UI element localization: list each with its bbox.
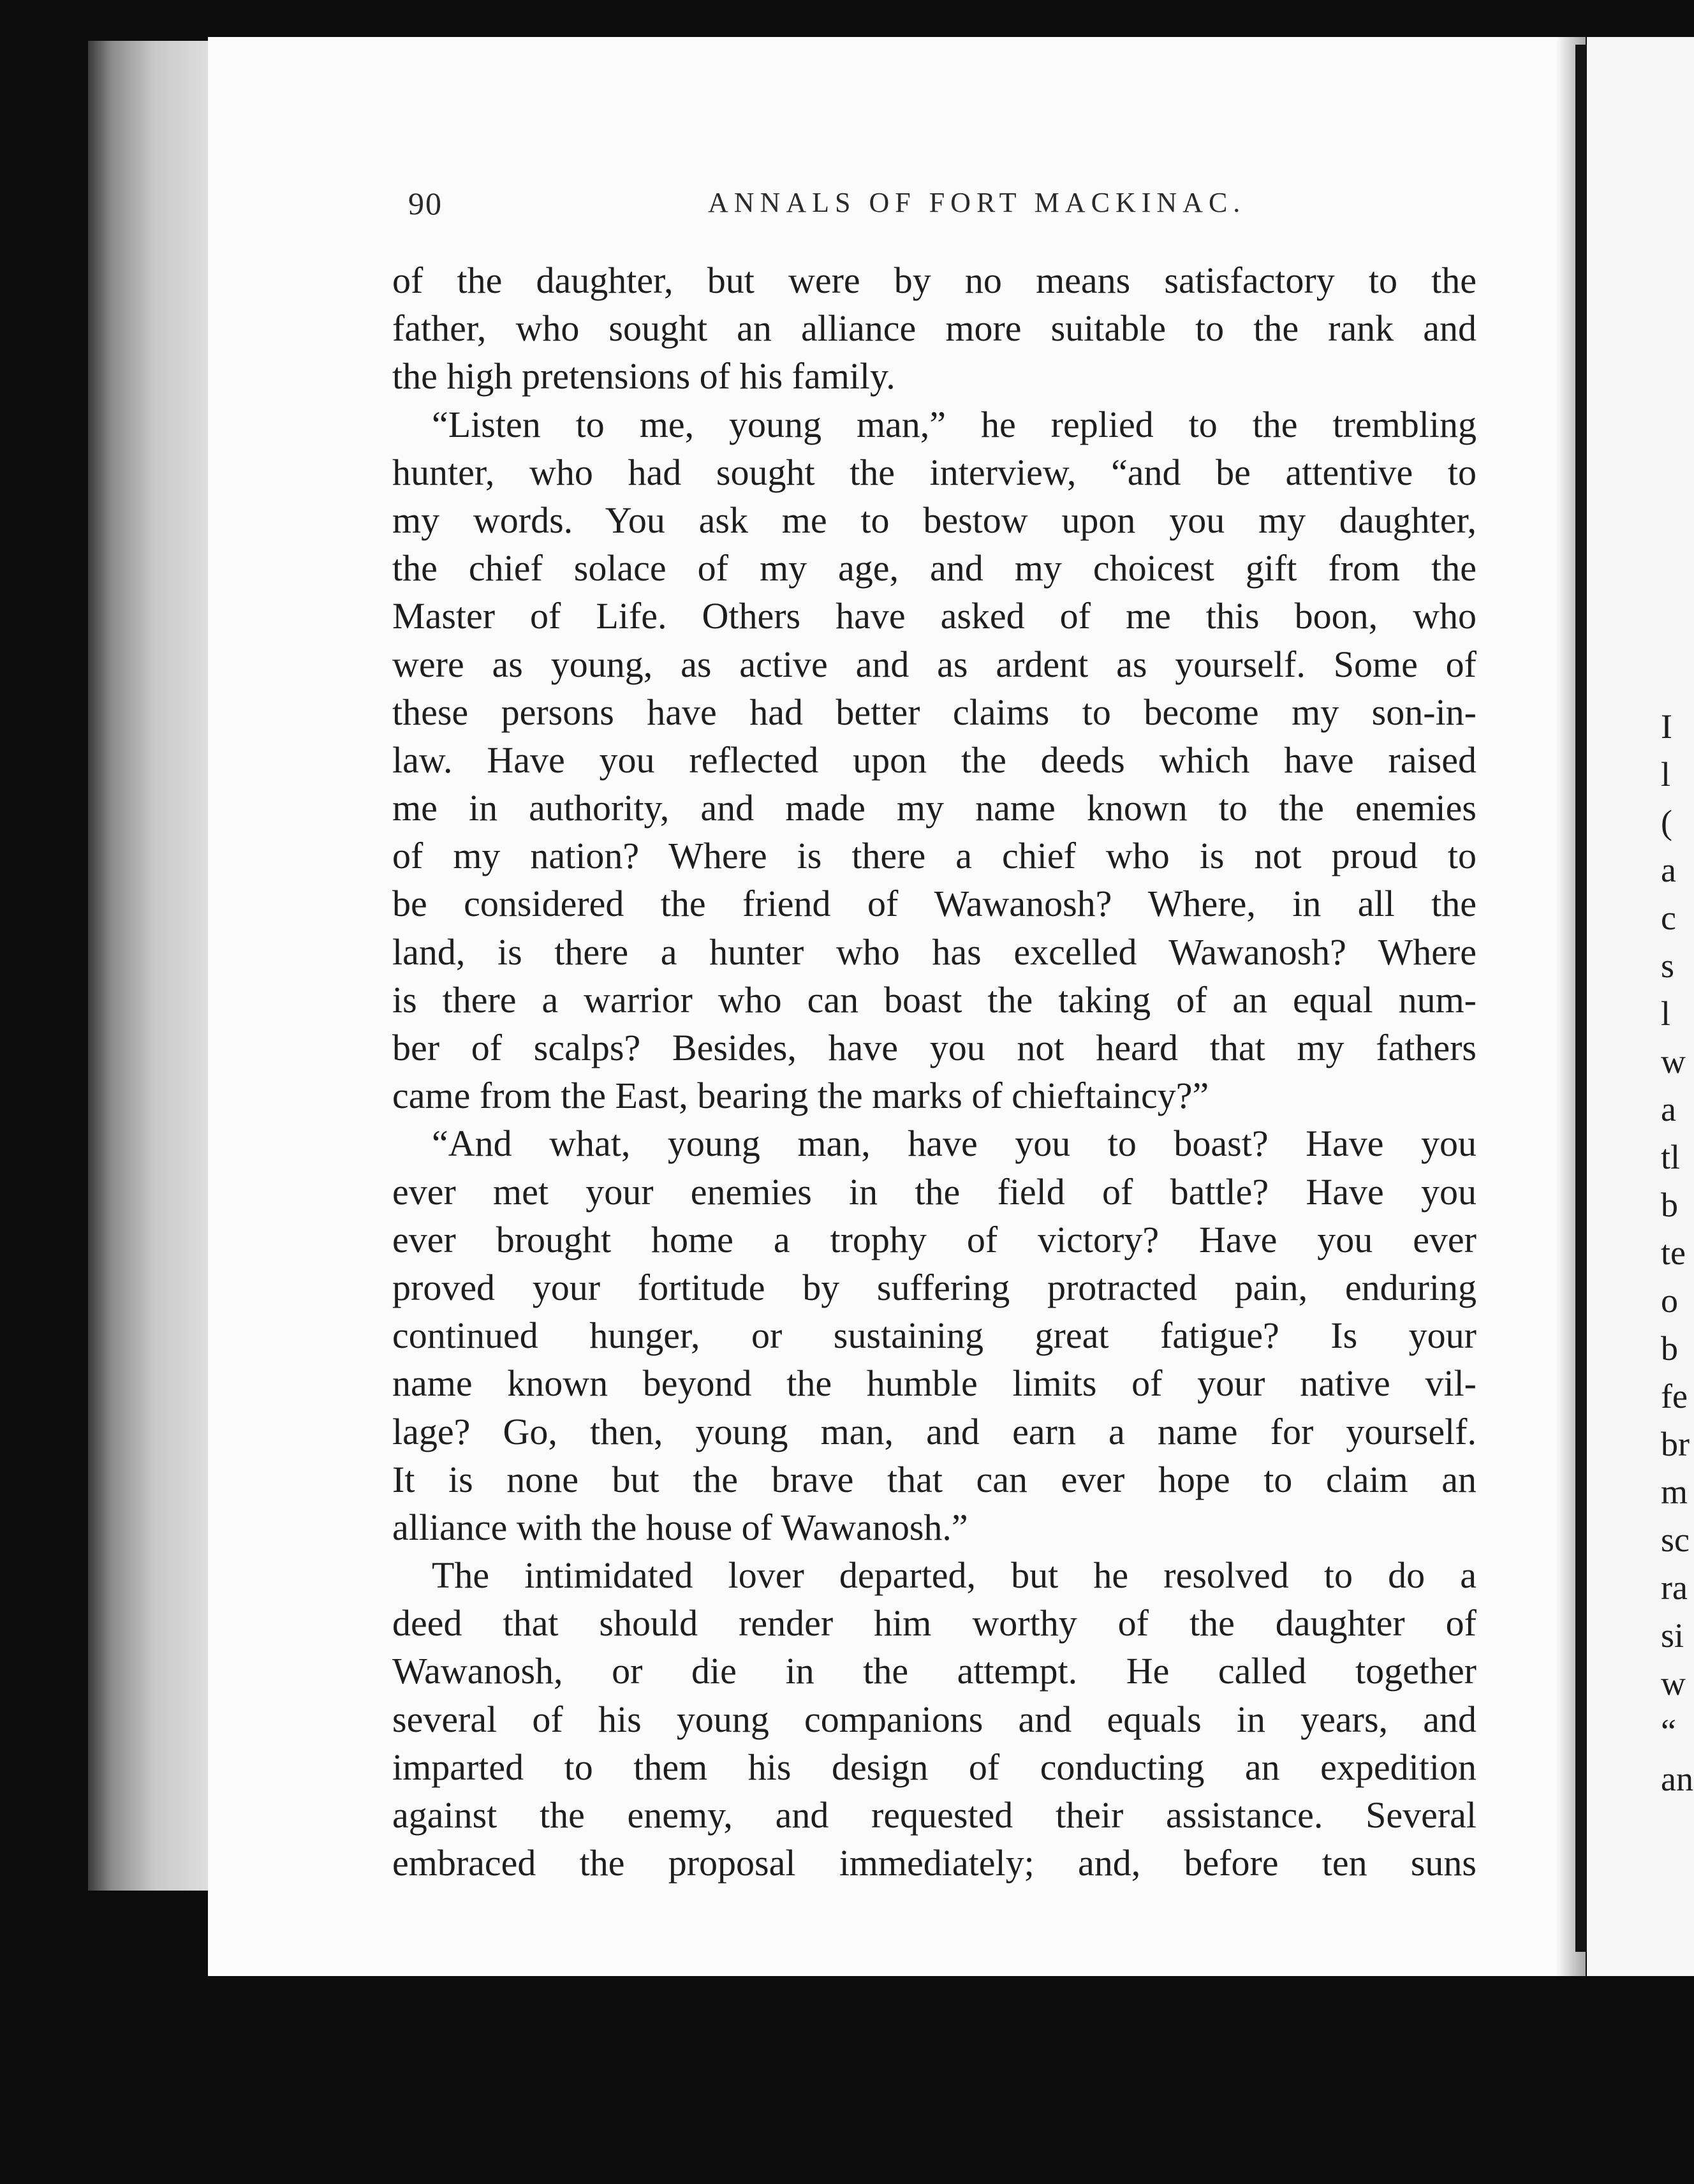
text-line: the high pretensions of his family. bbox=[392, 355, 895, 397]
text-line: ber of scalps? Besides, have you not heard that my fathers bbox=[392, 1027, 1477, 1068]
facing-page-fragment: a bbox=[1661, 1090, 1676, 1128]
text-line: The intimidated lover departed, but he resolved to do a bbox=[432, 1554, 1477, 1597]
facing-page-edge bbox=[1587, 37, 1694, 1976]
facing-page-fragment: “ bbox=[1661, 1712, 1676, 1750]
facing-page-fragment: w bbox=[1661, 1042, 1686, 1081]
text-line: continued hunger, or sustaining great fatigue? Is your bbox=[392, 1315, 1477, 1357]
facing-page-fragment: a bbox=[1661, 851, 1676, 889]
text-line: hunter, who had sought the interview, “and be attentive to bbox=[392, 451, 1477, 493]
text-line: “And what, young man, have you to boast? Have you bbox=[432, 1123, 1477, 1165]
text-line: “Listen to me, young man,” he replied to the trembling bbox=[432, 403, 1477, 445]
text-line: the chief solace of my age, and my choicest gift from the bbox=[392, 547, 1477, 589]
facing-page-fragment: s bbox=[1661, 947, 1675, 985]
facing-page-fragment: b bbox=[1661, 1186, 1678, 1224]
text-line: Wawanosh, or die in the attempt. He called together bbox=[392, 1650, 1477, 1692]
body-text bbox=[392, 256, 1477, 1887]
facing-page-fragment: tl bbox=[1661, 1138, 1681, 1176]
text-line: came from the East, bearing the marks of chieftaincy?” bbox=[392, 1075, 1209, 1117]
facing-page-fragment: c bbox=[1661, 899, 1676, 937]
running-head bbox=[408, 185, 1441, 236]
text-line: proved your fortitude by suffering protracted pain, enduring bbox=[392, 1266, 1477, 1308]
text-line: deed that should render him worthy of the daughter of bbox=[392, 1602, 1477, 1644]
text-line: alliance with the house of Wawanosh.” bbox=[392, 1506, 968, 1548]
facing-page-fragment: si bbox=[1661, 1616, 1684, 1655]
text-line: of my nation? Where is there a chief who is not proud to bbox=[392, 835, 1477, 877]
text-line: imparted to them his design of conducting an expedition bbox=[392, 1746, 1477, 1788]
facing-page-fragment: br bbox=[1661, 1425, 1690, 1463]
text-line: ever brought home a trophy of victory? Have you ever bbox=[392, 1218, 1477, 1260]
text-line: ever met your enemies in the field of battle? Have you bbox=[392, 1170, 1477, 1213]
facing-page-fragment: te bbox=[1661, 1234, 1686, 1272]
text-line: these persons have had better claims to become my son-in- bbox=[392, 691, 1477, 733]
text-line: embraced the proposal immediately; and, before ten suns bbox=[392, 1842, 1477, 1884]
facing-page-fragment: l bbox=[1661, 994, 1671, 1033]
facing-page-fragment: m bbox=[1661, 1473, 1688, 1511]
text-line: is there a warrior who can boast the taking of an equal num- bbox=[392, 978, 1477, 1021]
running-title: ANNALS OF FORT MACKINAC. bbox=[708, 187, 1246, 218]
text-line: It is none but the brave that can ever hope to claim an bbox=[392, 1458, 1477, 1500]
facing-page-fragment: b bbox=[1661, 1329, 1678, 1368]
facing-page-fragment: fe bbox=[1661, 1377, 1688, 1415]
facing-page-fragment: I bbox=[1661, 707, 1672, 746]
text-line: several of his young companions and equals in years, and bbox=[392, 1698, 1477, 1740]
text-line: name known beyond the humble limits of your native vil- bbox=[392, 1362, 1477, 1405]
facing-page-fragment: an bbox=[1661, 1760, 1693, 1798]
text-line: of the daughter, but were by no means satisfactory to the bbox=[392, 260, 1477, 301]
stacked-page-edges bbox=[88, 41, 209, 1891]
facing-page-fragment: ( bbox=[1661, 803, 1672, 841]
facing-page-fragment: l bbox=[1661, 755, 1671, 793]
facing-page-fragment: ra bbox=[1661, 1568, 1688, 1607]
text-line: land, is there a hunter who has excelled Wawanosh? Where bbox=[392, 931, 1477, 973]
page-number: 90 bbox=[408, 186, 443, 221]
text-line: me in authority, and made my name known to the enemies bbox=[392, 787, 1477, 829]
text-line: lage? Go, then, young man, and earn a name for yourself. bbox=[392, 1410, 1477, 1452]
text-line: my words. You ask me to bestow upon you my daughter, bbox=[392, 499, 1477, 541]
text-line: Master of Life. Others have asked of me this boon, who bbox=[392, 595, 1477, 637]
text-line: be considered the friend of Wawanosh? Where, in all the bbox=[392, 883, 1477, 925]
facing-page-fragment: o bbox=[1661, 1281, 1678, 1320]
facing-page-fragment: w bbox=[1661, 1664, 1686, 1702]
facing-page-fragment: sc bbox=[1661, 1521, 1690, 1559]
text-line: father, who sought an alliance more suitable to the rank and bbox=[392, 307, 1477, 350]
text-line: were as young, as active and as ardent as yourself. Some of bbox=[392, 643, 1477, 685]
text-line: against the enemy, and requested their assistance. Several bbox=[392, 1794, 1477, 1836]
text-line: law. Have you reflected upon the deeds which have raised bbox=[392, 739, 1477, 781]
